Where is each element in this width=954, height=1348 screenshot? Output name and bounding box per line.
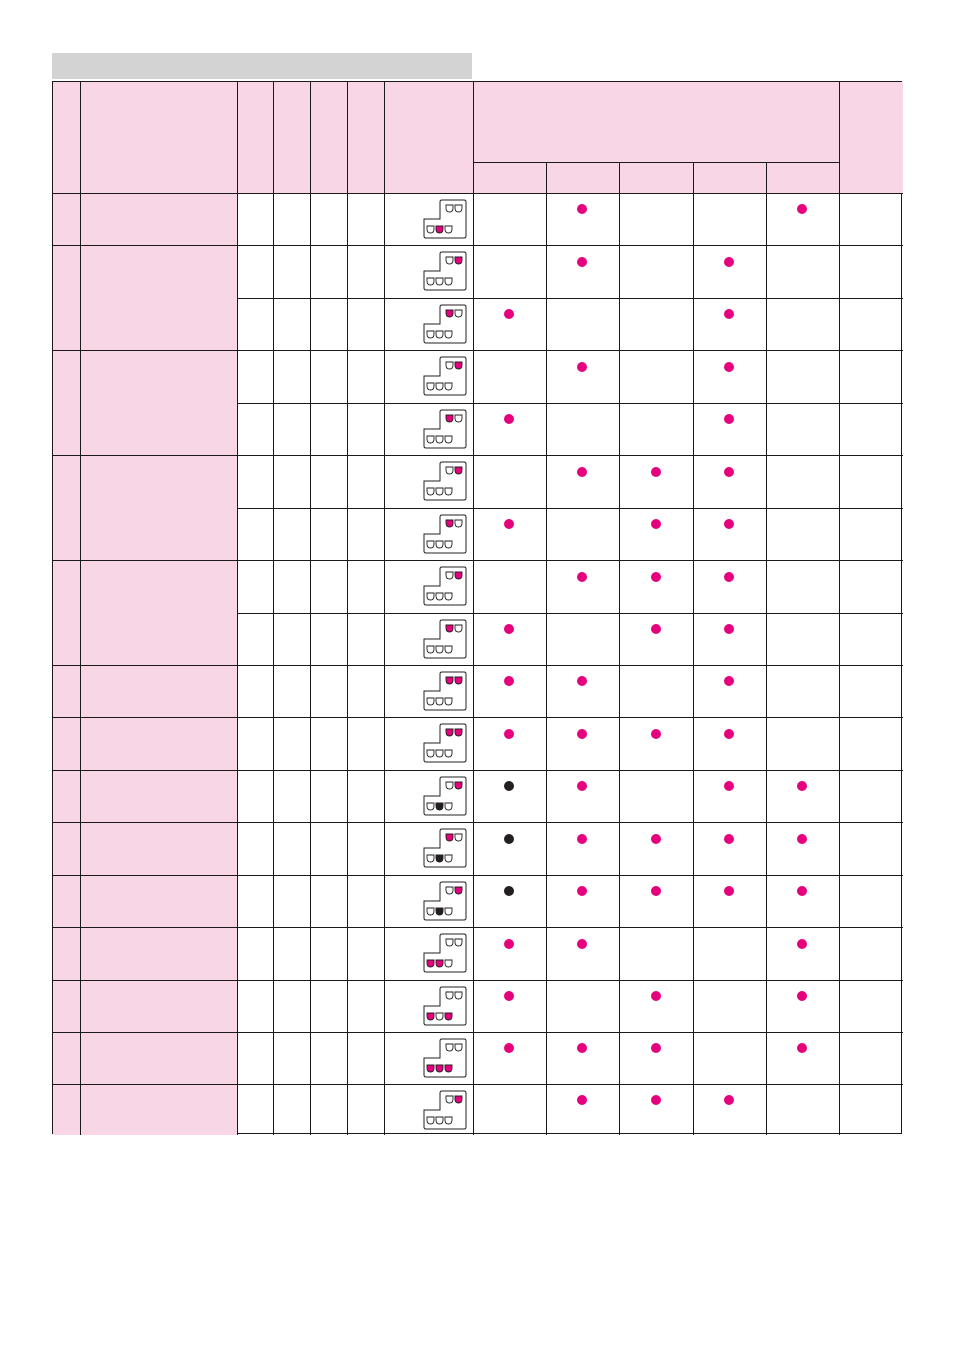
header-rule — [53, 193, 903, 194]
tray-diagram-icon — [422, 514, 468, 554]
row-name-cell — [80, 1032, 237, 1084]
row-rule — [53, 350, 903, 351]
pink-mark-icon — [724, 676, 734, 686]
pink-mark-icon — [724, 834, 734, 844]
tray-diagram-icon — [422, 723, 468, 763]
pink-mark-icon — [724, 886, 734, 896]
column-rule — [546, 162, 547, 1135]
tray-diagram-icon — [422, 304, 468, 344]
column-rule — [384, 82, 385, 1135]
black-mark-icon — [504, 834, 514, 844]
pink-mark-icon — [724, 309, 734, 319]
row-number-cell — [53, 822, 80, 875]
row-number-cell — [53, 770, 80, 822]
column-rule — [473, 82, 474, 1135]
tray-diagram-icon — [422, 881, 468, 921]
pink-mark-icon — [651, 572, 661, 582]
column-rule — [619, 162, 620, 1135]
column-rule — [693, 162, 694, 1135]
pink-mark-icon — [724, 781, 734, 791]
row-rule — [53, 455, 903, 456]
tray-diagram-icon — [422, 409, 468, 449]
row-name-cell — [80, 560, 237, 665]
tray-diagram-icon — [422, 986, 468, 1026]
row-name-cell — [80, 245, 237, 350]
pink-mark-icon — [651, 519, 661, 529]
row-rule — [53, 245, 903, 246]
row-number-cell — [53, 1032, 80, 1084]
row-rule — [237, 298, 903, 299]
row-name-cell — [80, 350, 237, 455]
pink-mark-icon — [504, 1043, 514, 1053]
pink-mark-icon — [651, 834, 661, 844]
pink-mark-icon — [577, 1043, 587, 1053]
row-number-cell — [53, 1084, 80, 1135]
row-rule — [53, 560, 903, 561]
tray-diagram-icon — [422, 776, 468, 816]
column-rule — [839, 82, 840, 1135]
row-number-cell — [53, 193, 80, 245]
pink-mark-icon — [724, 257, 734, 267]
pink-mark-icon — [651, 886, 661, 896]
subheader-rule — [473, 162, 839, 163]
row-name-cell — [80, 875, 237, 927]
row-name-cell — [80, 455, 237, 560]
row-number-cell — [53, 875, 80, 927]
compatibility-table — [52, 81, 902, 1134]
row-rule — [237, 403, 903, 404]
pink-mark-icon — [724, 1095, 734, 1105]
row-number-cell — [53, 245, 80, 350]
row-name-cell — [80, 927, 237, 980]
pink-mark-icon — [724, 572, 734, 582]
pink-mark-icon — [651, 729, 661, 739]
row-number-cell — [53, 717, 80, 770]
row-rule — [53, 1032, 903, 1033]
pink-mark-icon — [577, 781, 587, 791]
tray-diagram-icon — [422, 356, 468, 396]
pink-mark-icon — [651, 1043, 661, 1053]
pink-mark-icon — [724, 729, 734, 739]
pink-mark-icon — [724, 624, 734, 634]
pink-mark-icon — [797, 834, 807, 844]
pink-mark-icon — [797, 204, 807, 214]
pink-mark-icon — [797, 886, 807, 896]
column-rule — [766, 162, 767, 1135]
pink-mark-icon — [504, 939, 514, 949]
pink-mark-icon — [651, 467, 661, 477]
column-rule — [237, 82, 238, 1135]
section-title-bar — [52, 53, 472, 79]
pink-mark-icon — [724, 467, 734, 477]
row-number-cell — [53, 980, 80, 1032]
column-rule — [273, 82, 274, 1135]
row-number-cell — [53, 455, 80, 560]
tray-diagram-icon — [422, 671, 468, 711]
pink-mark-icon — [577, 572, 587, 582]
tray-diagram-icon — [422, 619, 468, 659]
tray-diagram-icon — [422, 933, 468, 973]
pink-mark-icon — [724, 362, 734, 372]
black-mark-icon — [504, 781, 514, 791]
tray-diagram-icon — [422, 199, 468, 239]
row-rule — [53, 717, 903, 718]
row-rule — [237, 613, 903, 614]
pink-mark-icon — [504, 729, 514, 739]
row-rule — [237, 508, 903, 509]
row-number-cell — [53, 927, 80, 980]
row-rule — [53, 875, 903, 876]
pink-mark-icon — [504, 519, 514, 529]
row-rule — [53, 665, 903, 666]
pink-mark-icon — [577, 834, 587, 844]
pink-mark-icon — [577, 257, 587, 267]
row-rule — [53, 980, 903, 981]
pink-mark-icon — [724, 414, 734, 424]
column-rule — [310, 82, 311, 1135]
pink-mark-icon — [797, 991, 807, 1001]
column-rule — [80, 82, 81, 1135]
pink-mark-icon — [797, 781, 807, 791]
pink-mark-icon — [504, 624, 514, 634]
row-rule — [53, 822, 903, 823]
tray-diagram-icon — [422, 828, 468, 868]
tray-diagram-icon — [422, 461, 468, 501]
row-name-cell — [80, 193, 237, 245]
column-rule — [347, 82, 348, 1135]
pink-mark-icon — [577, 886, 587, 896]
tray-diagram-icon — [422, 1090, 468, 1130]
pink-mark-icon — [797, 1043, 807, 1053]
pink-mark-icon — [577, 676, 587, 686]
row-number-cell — [53, 560, 80, 665]
row-name-cell — [80, 665, 237, 717]
row-number-cell — [53, 665, 80, 717]
row-name-cell — [80, 717, 237, 770]
pink-mark-icon — [504, 991, 514, 1001]
pink-mark-icon — [504, 676, 514, 686]
pink-mark-icon — [577, 204, 587, 214]
row-rule — [53, 770, 903, 771]
pink-mark-icon — [797, 939, 807, 949]
pink-mark-icon — [577, 939, 587, 949]
pink-mark-icon — [651, 624, 661, 634]
tray-diagram-icon — [422, 566, 468, 606]
pink-mark-icon — [577, 467, 587, 477]
pink-mark-icon — [577, 729, 587, 739]
row-rule — [53, 927, 903, 928]
header-row — [53, 82, 903, 193]
tray-diagram-icon — [422, 1038, 468, 1078]
pink-mark-icon — [504, 309, 514, 319]
pink-mark-icon — [577, 362, 587, 372]
pink-mark-icon — [651, 1095, 661, 1105]
row-name-cell — [80, 770, 237, 822]
pink-mark-icon — [504, 414, 514, 424]
tray-diagram-icon — [422, 251, 468, 291]
row-rule — [53, 1084, 903, 1085]
pink-mark-icon — [577, 1095, 587, 1105]
pink-mark-icon — [724, 519, 734, 529]
row-name-cell — [80, 980, 237, 1032]
pink-mark-icon — [651, 991, 661, 1001]
row-number-cell — [53, 350, 80, 455]
row-name-cell — [80, 822, 237, 875]
row-name-cell — [80, 1084, 237, 1135]
black-mark-icon — [504, 886, 514, 896]
